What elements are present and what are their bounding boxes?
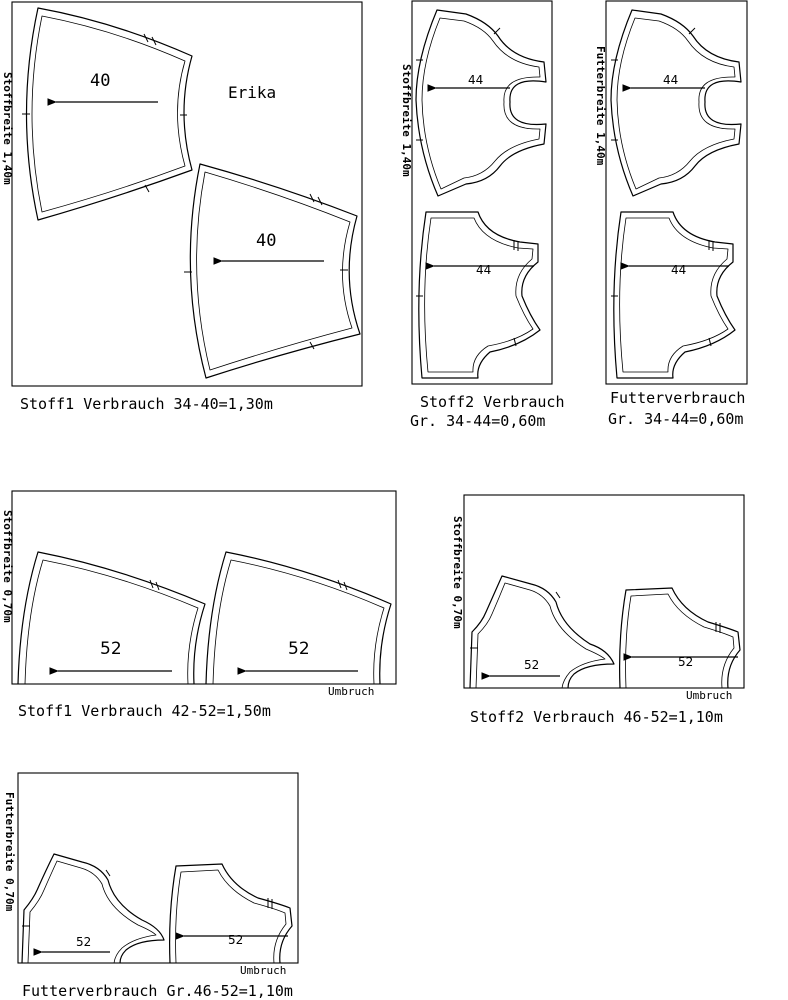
size-label: 52 bbox=[76, 935, 92, 949]
size-label: 40 bbox=[256, 231, 277, 251]
bodice-piece-lower bbox=[611, 212, 735, 378]
consumption-caption: Stoff1 Verbrauch 34-40=1,30m bbox=[20, 395, 273, 413]
skirt-panel-left bbox=[18, 552, 205, 684]
layout-lining-46-52 bbox=[3, 773, 298, 1000]
consumption-caption-line1: Futterverbrauch bbox=[610, 389, 746, 407]
size-label: 52 bbox=[678, 655, 694, 669]
skirt-panel-upper bbox=[22, 8, 192, 220]
layout-stoff1-34-40 bbox=[1, 2, 362, 413]
size-label: 52 bbox=[228, 933, 244, 947]
fabric-frame bbox=[12, 491, 396, 684]
bodice-piece-right bbox=[620, 588, 740, 688]
consumption-caption: Futterverbrauch Gr.46-52=1,10m bbox=[22, 982, 293, 1000]
size-label: 44 bbox=[468, 73, 484, 87]
skirt-panel-right bbox=[206, 552, 391, 684]
pattern-name: Erika bbox=[228, 83, 277, 102]
size-label: 44 bbox=[663, 73, 679, 87]
size-label: 52 bbox=[288, 639, 310, 659]
consumption-caption-line2: Gr. 34-44=0,60m bbox=[410, 412, 546, 430]
bodice-piece-lower bbox=[416, 212, 540, 378]
size-label: 52 bbox=[524, 658, 540, 672]
consumption-caption-line1: Stoff2 Verbrauch bbox=[420, 393, 565, 411]
bodice-piece-left bbox=[22, 854, 164, 963]
size-label: 44 bbox=[476, 263, 492, 277]
layout-stoff2-46-52 bbox=[451, 495, 744, 726]
fabric-width-label: Stoffbreite 1,40m bbox=[1, 72, 14, 185]
bodice-piece-upper bbox=[416, 10, 546, 196]
skirt-panel-lower bbox=[184, 164, 360, 378]
consumption-caption-line2: Gr. 34-44=0,60m bbox=[608, 410, 744, 428]
fabric-frame bbox=[606, 1, 747, 384]
bodice-piece-left bbox=[470, 576, 614, 688]
fabric-width-label: Stoffbreite 0,70m bbox=[451, 516, 464, 629]
consumption-caption: Stoff1 Verbrauch 42-52=1,50m bbox=[18, 702, 271, 720]
lining-width-label: Futterbreite 1,40m bbox=[594, 46, 607, 166]
layout-stoff2-34-44 bbox=[400, 1, 565, 430]
size-label: 40 bbox=[90, 71, 111, 91]
size-label: 52 bbox=[100, 639, 122, 659]
consumption-caption: Stoff2 Verbrauch 46-52=1,10m bbox=[470, 708, 723, 726]
fabric-width-label: Stoffbreite 0,70m bbox=[1, 510, 14, 623]
fold-label: Umbruch bbox=[328, 685, 375, 698]
fold-label: Umbruch bbox=[240, 964, 287, 977]
lining-width-label: Futterbreite 0,70m bbox=[3, 792, 16, 912]
fabric-frame bbox=[12, 2, 362, 386]
layout-stoff1-42-52 bbox=[1, 491, 396, 720]
layout-lining-34-44 bbox=[594, 1, 747, 428]
bodice-piece-right bbox=[170, 864, 292, 963]
fabric-width-label: Stoffbreite 1,40m bbox=[400, 64, 413, 177]
fabric-frame bbox=[18, 773, 298, 963]
size-label: 44 bbox=[671, 263, 687, 277]
bodice-piece-upper bbox=[611, 10, 741, 196]
fold-label: Umbruch bbox=[686, 689, 733, 702]
